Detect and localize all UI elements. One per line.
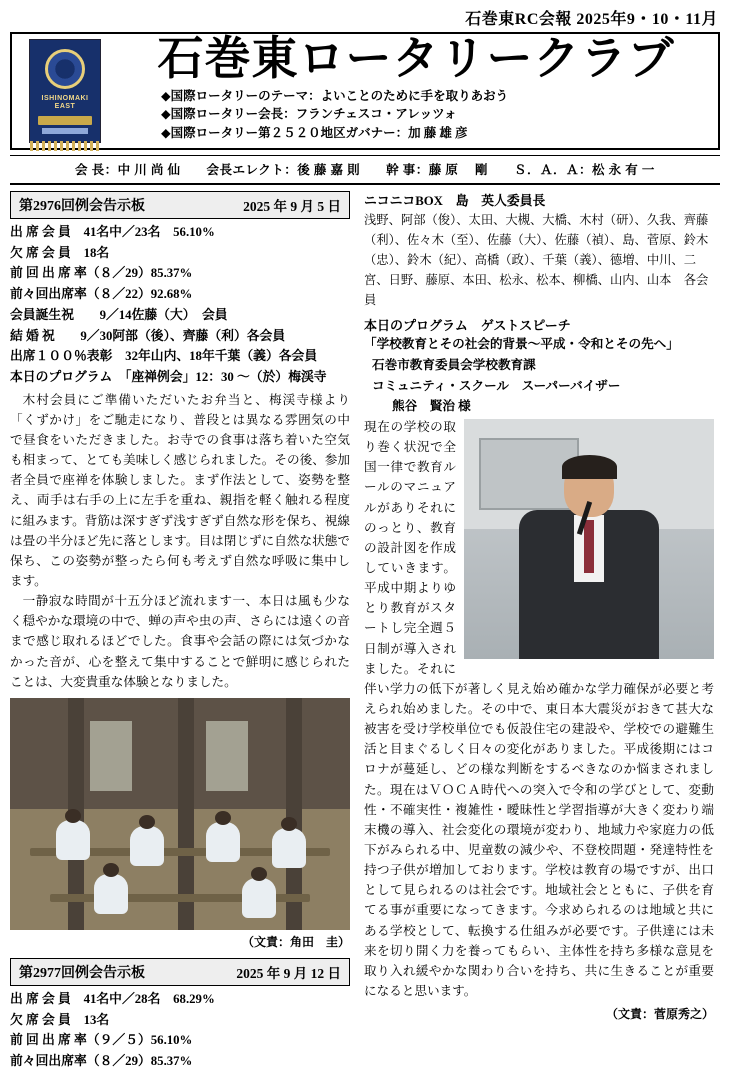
banner-flag <box>29 39 101 143</box>
meeting-stats-2977 <box>10 989 350 1072</box>
banner-bar-secondary <box>42 128 88 134</box>
content-columns <box>10 191 720 1072</box>
article-body: 現在の学校の取り巻く状況で全国一律で教育ルールのマニュアルがありそれにのっとり、教育の設計図を作成していきます。平成中期よりゆとり教育がスタートし完全週５日制が導入されました。それに伴い学力の低下が著しく見え始め確かな学力確保が必要と考えられ始めました。その中で、東日本大震災がおきて甚大な被害を受け学校単位でも仮設住宅の建設や、学校での避難生活と目まぐるしく日々の変化がありました。平成後期にはコロナが蔓延し、どの様な判断をするべきなのか悩まされました。現在はＶＯＣＡ時代への突入で令和の学びとして、変動性・不確実性・複雑性・曖昧性と学習指導が大きく変わり端末機の導入、社会変化の環境が変わり、地域力や家庭力の低下がみられる中、児童数の減少や、不登校問題・発達特性を持つ子供が増加しております。学校は教育の場ですが、出口として見られるのは社会です。地域社会とともに、子供を育てる事が重要になってきます。今求められるのは地域と共にある学校として、転換する仕組みが必要です。子供達には未来を切り開く力を養ってもらい、主体性を持ち多様な意見を取り入れ緩やかな関わり合いを持ち、共に生きることが重要になると思います。 <box>364 420 715 998</box>
theme-line-3: ◆国際ロータリー第２５２０地区ガバナー：加 藤 雄 彦 <box>161 125 468 140</box>
banner-bar <box>38 116 92 125</box>
photo-window-1 <box>90 721 132 791</box>
meeting-header-2976 <box>10 191 350 219</box>
speaker-role: コミュニティ・スクール スーパーバイザー <box>372 378 621 393</box>
meeting-title: 第2976回例会告示板 <box>19 199 145 214</box>
speaker-organization: 石巻市教育委員会学校教育課 <box>372 357 536 372</box>
left-column <box>10 191 358 1072</box>
article-paragraph-2: 一静寂な時間が十五分ほど流れます一、本日は風も少なく穏やかな環境の中で、蝉の声や虫の声、さらには遠くの音まで感じ取れるほどでした。食事や会話の際には気づかなかった音が、心を整えて集中することで鮮明に感じられたことは、大変貴重な体験となりました。 <box>10 594 351 689</box>
meeting-article-2976 <box>10 390 350 692</box>
theme-lines <box>117 87 715 141</box>
meeting-title-2977: 第2977回例会告示板 <box>19 965 145 981</box>
stat2-prev2-rate: 前々回出席率（８／29）85.37% <box>10 1054 193 1069</box>
theme-line-2: ◆国際ロータリー会長：フランチェスコ・アレッツォ <box>161 107 457 122</box>
zazen-photo <box>10 698 350 930</box>
club-banner <box>15 37 115 145</box>
stat2-prev-rate: 前 回 出 席 率（９／５）56.10% <box>10 1033 193 1048</box>
nikoniko-box-heading: ニコニコBOX 島 英人委員長 <box>364 194 546 208</box>
stat-perfect-attendance: 出席１００％表彰 32年山内、18年千葉（義）各会員 <box>10 349 318 364</box>
stat2-absence: 欠 席 会 員 13名 <box>10 1012 110 1027</box>
stat-birthday: 会員誕生祝 9／14佐藤（大） 会員 <box>10 307 228 322</box>
speaker-photo-tie <box>584 520 594 573</box>
photo-caption-2976: （文責：角田 圭） <box>241 934 350 949</box>
photo-person-4 <box>272 828 306 868</box>
banner-label: ISHINOMAKI EAST <box>41 95 89 111</box>
program-label: 本日のプログラム ゲストスピーチ <box>364 318 571 333</box>
photo-person-1 <box>56 820 90 860</box>
article-caption: （文責：菅原秀之） <box>605 1007 714 1022</box>
photo-person-5 <box>94 874 128 914</box>
stat-absence: 欠 席 会 員 18名 <box>10 245 110 260</box>
program-title: 「学校教育とその社会的背景～平成・令和とその先へ」 <box>364 337 679 351</box>
issue-line: 石巻東RC会報 2025年9・10・11月 <box>465 11 718 28</box>
photo-person-3 <box>206 822 240 862</box>
guest-speech-article <box>364 417 714 1001</box>
officers-line: 会 長：中 川 尚 仙 会長エレクト：後 藤 嘉 則 幹 事：藤 原 剛 Ｓ．Ａ．Ａ：松 永 有 一 <box>10 155 720 185</box>
speaker-photo <box>464 419 714 659</box>
stat-marriage: 結 婚 祝 9／30阿部（後）、齊藤（利）各会員 <box>10 328 286 343</box>
rotary-wheel-icon <box>45 49 85 89</box>
nikoniko-member-list: 浅野、阿部（俊）、太田、大槻、大橋、木村（研）、久我、齊藤（利）、佐々木（至）、佐藤（大）、佐藤（禎）、島、菅原、鈴木（忠）、鈴木（紀）、高橋（政）、千葉（義）、德増、中川、二宮、日野、藤原、本田、松永、松本、柳橋、山内、山本 各会員 <box>364 213 709 308</box>
photo-person-2 <box>130 826 164 866</box>
stat-program: 本日のプログラム 「座禅例会」12：30 ～（於）梅渓寺 <box>10 370 327 385</box>
meeting-stats-2976 <box>10 222 350 388</box>
page-title: 石巻東ロータリークラブ <box>157 33 675 84</box>
stat-prev-rate: 前 回 出 席 率（８／29）85.37% <box>10 266 193 281</box>
stat-attendance: 出 席 会 員 41名中／23名 56.10% <box>10 225 215 239</box>
meeting-date-2977: 2025 年 9 月 12 日 <box>236 965 341 981</box>
meeting-header-2977 <box>10 958 350 986</box>
photo-person-6 <box>242 878 276 918</box>
speaker-name: 熊谷 賢治 様 <box>392 399 471 414</box>
stat2-attendance: 出 席 会 員 41名中／28名 68.29% <box>10 991 215 1006</box>
speaker-photo-hair <box>562 455 617 479</box>
article-paragraph-1: 木村会員にご準備いただいたお弁当と、梅渓寺様より「くずかけ」をご馳走になり、普段とは異なる雰囲気の中で昼食をいただきました。お寺での食事は落ち着いた空気も相まって、とても美味しく感じられました。その後、参加者全員で座禅を体験しました。まず作法として、姿勢を整え、両手は右手の上に左手を重ね、親指を軽く触れる程度に組みます。背筋は深すぎず浅すぎず自然な形を保ち、視線は畳の半分ほど先に落とします。目は閉じずに自然な状態で保ち、この姿勢が整ったら何も考えず自然な呼吸に集中します。 <box>10 392 351 589</box>
stat-prev2-rate: 前々回出席率（８／22）92.68% <box>10 287 193 302</box>
right-column <box>358 191 714 1072</box>
masthead-main <box>115 33 715 145</box>
meeting-date: 2025 年 9 月 5 日 <box>243 199 341 214</box>
theme-line-1: ◆国際ロータリーのテーマ：よいことのために手を取りあおう <box>161 89 509 104</box>
masthead <box>10 32 720 150</box>
photo-window-2 <box>206 721 248 791</box>
